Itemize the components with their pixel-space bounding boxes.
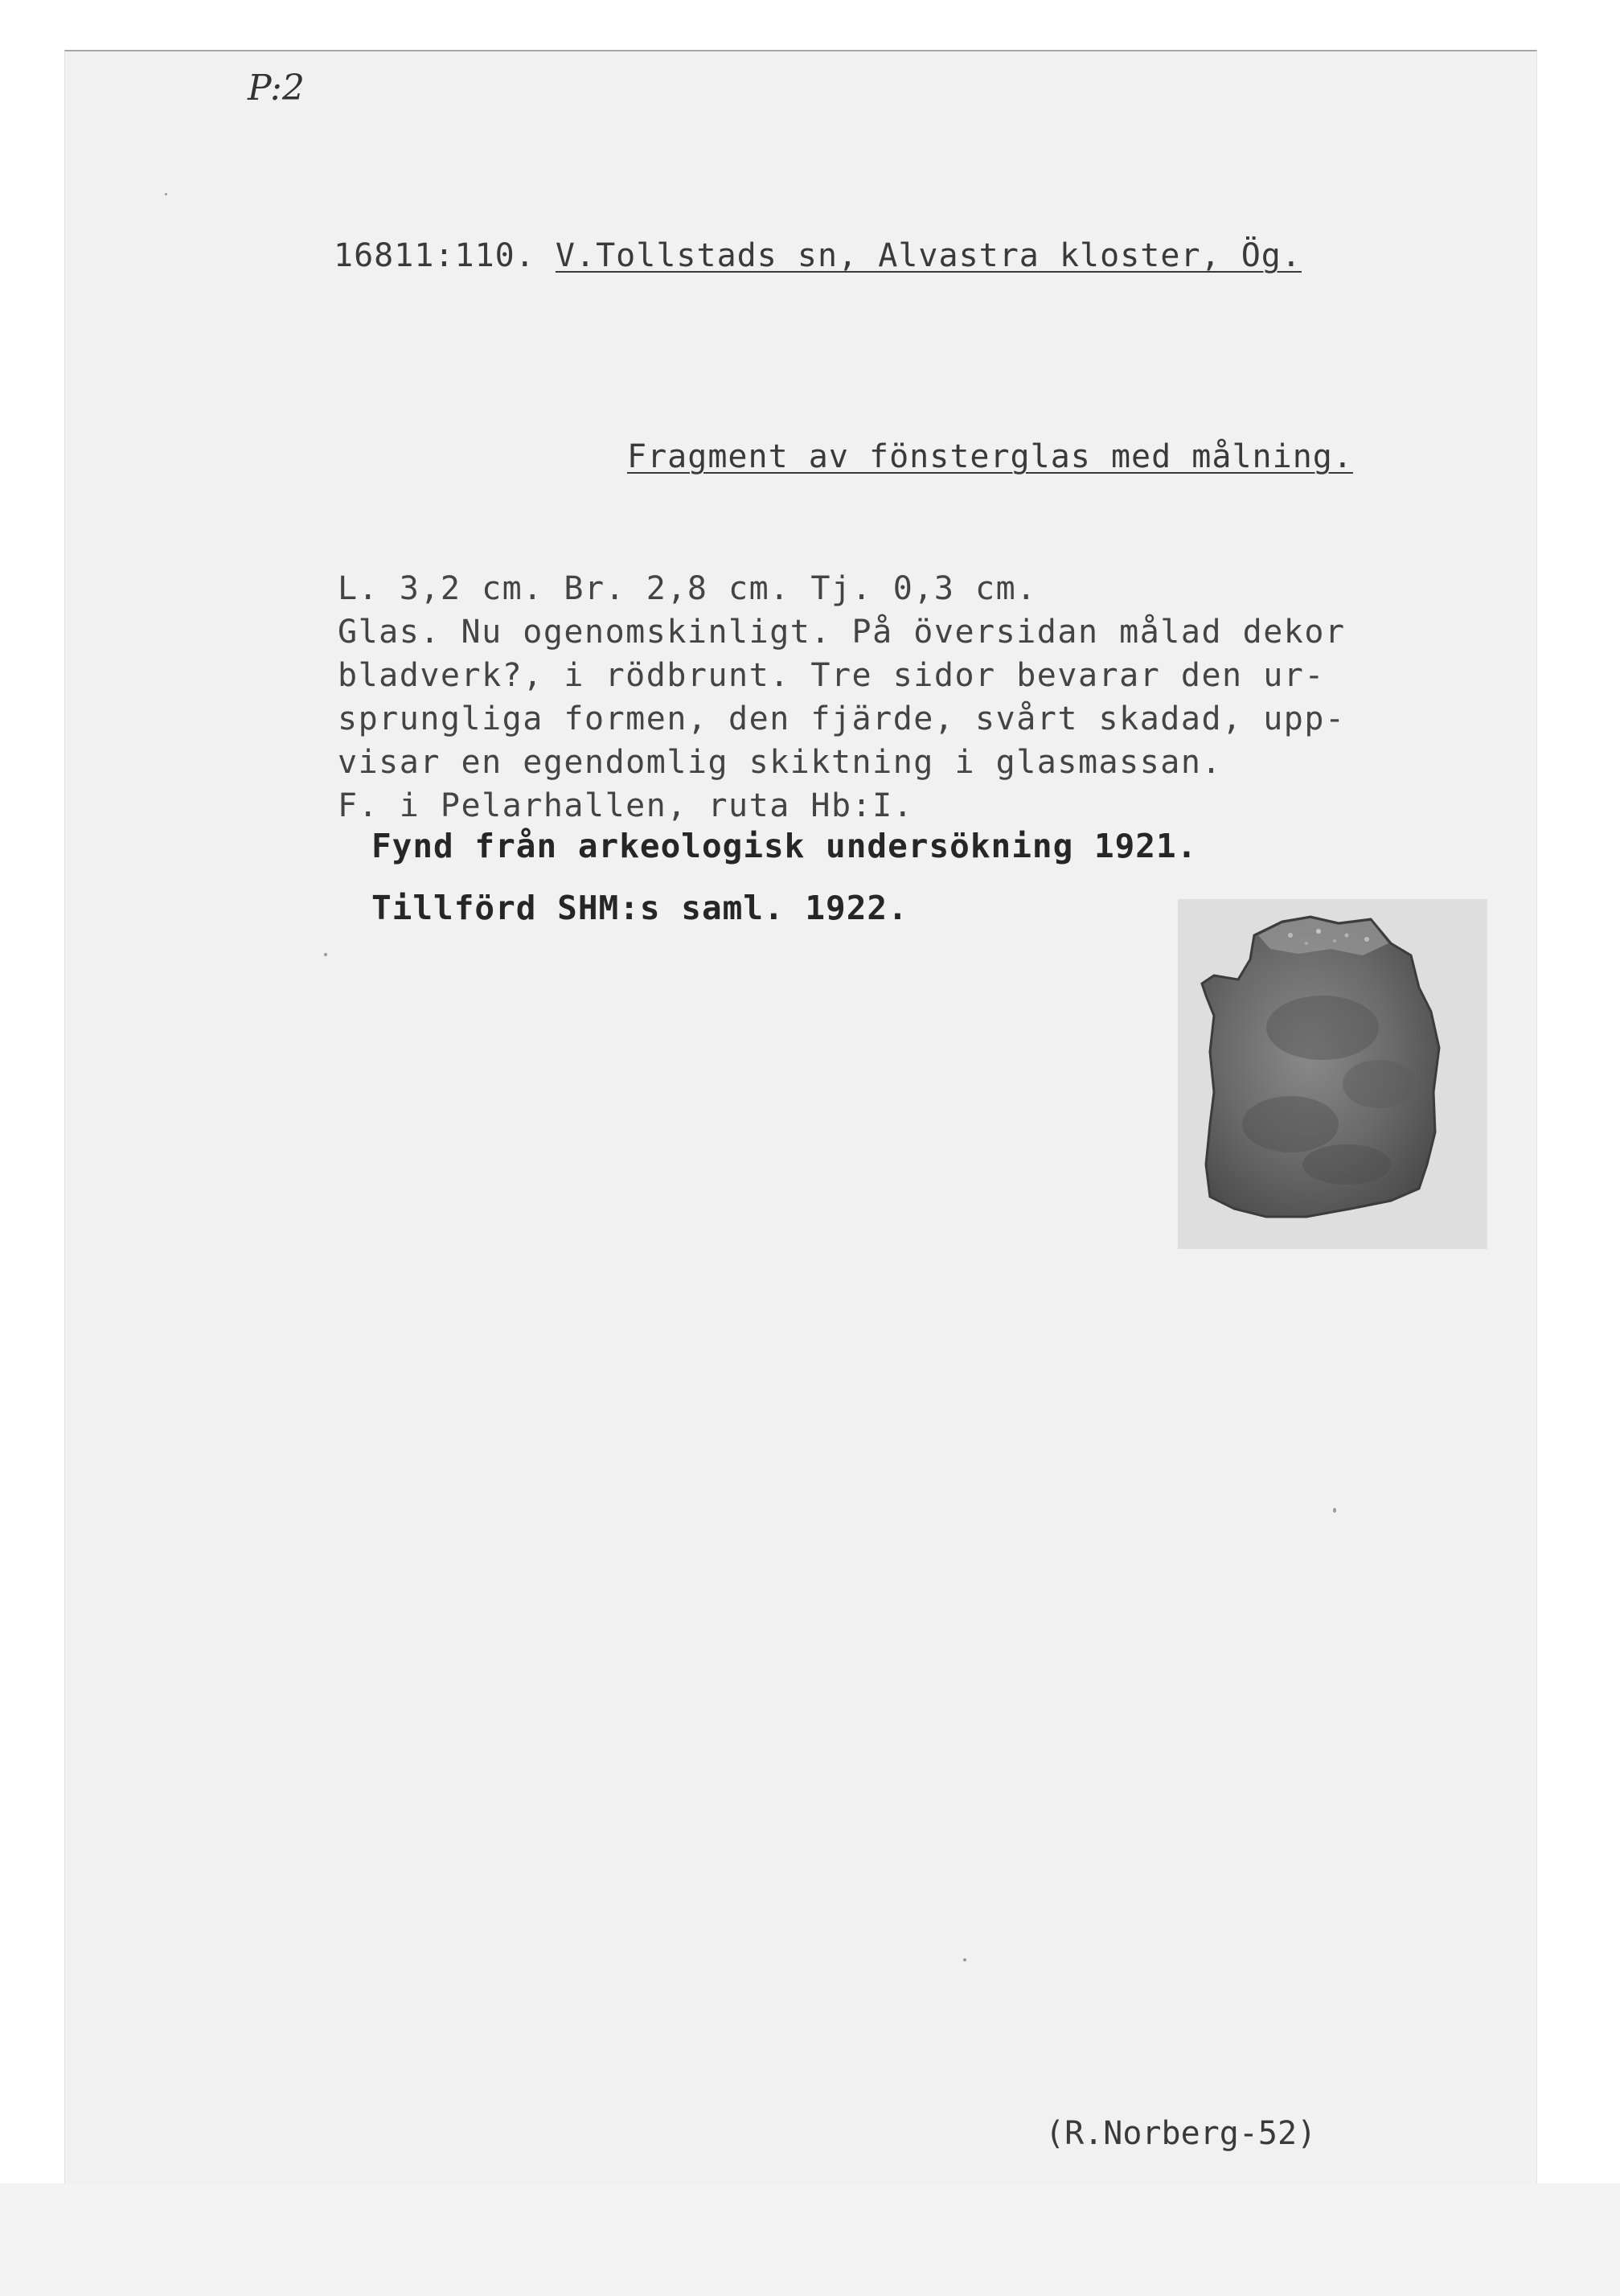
scan-speck <box>1333 1508 1336 1513</box>
scan-speck <box>963 1958 966 1961</box>
scan-speck <box>165 193 167 195</box>
description-line: Glas. Nu ogenomskinligt. På översidan målad dekor <box>338 614 1346 651</box>
description-line: bladverk?, i rödbrunt. Tre sidor bevarar den ur- <box>338 657 1325 694</box>
scan-background <box>0 2183 1620 2296</box>
glass-fragment-image <box>1178 899 1487 1249</box>
catalog-number: 16811:110. <box>334 237 535 274</box>
signature: (R.Norberg-52) <box>1045 2115 1317 2152</box>
acquisition-note: Tillförd SHM:s saml. 1922. <box>371 889 908 927</box>
description-line: sprungliga formen, den fjärde, svårt skadad, upp- <box>338 700 1346 737</box>
object-photo <box>1178 899 1487 1249</box>
scan-speck <box>324 953 327 956</box>
location: V.Tollstads sn, Alvastra kloster, Ög. <box>555 237 1302 274</box>
object-title: Fragment av fönsterglas med målning. <box>627 438 1353 475</box>
description-line: F. i Pelarhallen, ruta Hb:I. <box>338 787 914 824</box>
description-line: L. 3,2 cm. Br. 2,8 cm. Tj. 0,3 cm. <box>338 570 1037 607</box>
find-note: Fynd från arkeologisk undersökning 1921. <box>371 827 1198 865</box>
description-line: visar en egendomlig skiktning i glasmassan. <box>338 744 1223 781</box>
handwritten-mark: P:2 <box>248 68 305 109</box>
card-header <box>334 237 1302 274</box>
description <box>338 567 1346 828</box>
